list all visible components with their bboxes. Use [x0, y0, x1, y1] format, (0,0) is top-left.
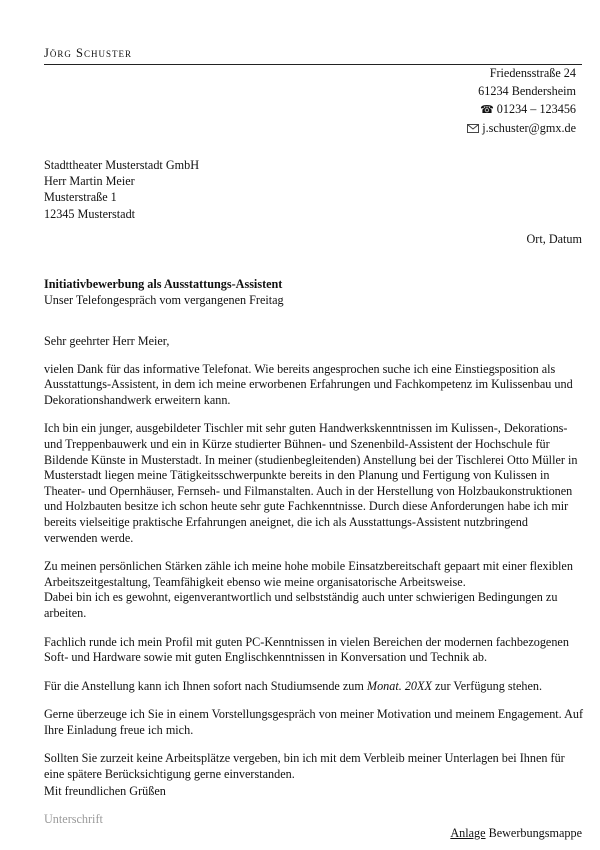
availability-date: Monat. 20XX: [366, 678, 432, 693]
sender-phone: 01234 – 123456: [496, 102, 576, 116]
recipient-address: [44, 157, 199, 222]
letter-body: [44, 334, 584, 796]
recipient-street: Musterstraße 1: [44, 190, 117, 205]
signature-placeholder: Unterschrift: [44, 812, 103, 826]
paragraph-availability: [44, 679, 584, 695]
enclosure: [450, 826, 582, 841]
sender-email-row: [467, 119, 576, 138]
availability-text-1: Für die Anstellung kann ich Ihnen sofort nach Studiumsende zum: [44, 678, 367, 693]
paragraph-records: Sollten Sie zurzeit keine Arbeitsplätze vergeben, bin ich mit dem Verbleib meiner Unterlagen bei Ihnen für eine spätere Berücksichtigung gerne einverstanden.: [44, 751, 565, 782]
sender-street: Friedensstraße 24: [489, 66, 576, 80]
letterhead: [44, 44, 582, 65]
recipient-person: Herr Martin Meier: [44, 174, 135, 189]
paragraph-interview: Gerne überzeuge ich Sie in einem Vorstellungsgespräch von meiner Motivation und meinem Engagement. Auf Ihre Einladung freue ich mich.: [44, 707, 584, 737]
availability-text-2: zur Verfügung stehen.: [431, 678, 543, 693]
sender-address: [467, 64, 576, 138]
strengths-line-1: Zu meinen persönlichen Stärken zähle ich meine hohe mobile Einsatzbereitschaft gepaart mit einer flexiblen Arbeitszeitgestaltung, Teamfähigkeit ebenso wie meine organisatorische Arbeitsweise.: [44, 559, 573, 589]
salutation: Sehr geehrter Herr Meier,: [44, 334, 170, 348]
envelope-icon: [467, 120, 479, 138]
recipient-city: 12345 Musterstadt: [44, 206, 136, 221]
subject-block: [44, 277, 284, 308]
strengths-line-2: Dabei bin ich es gewohnt, eigenverantwortlich und selbstständig auch unter schwierigen Bedingungen zu arbeiten.: [44, 590, 558, 620]
paragraph-skills: Fachlich runde ich mein Profil mit guten PC-Kenntnissen in vielen Bereichen der modernen fachbezogenen Soft- und Hardware sowie mit guten Englischkenntnissen in Konversation und Technik ab.: [44, 634, 569, 665]
paragraph-strengths: [44, 559, 584, 621]
place-date: Ort, Datum: [526, 232, 582, 246]
phone-icon: ☎: [480, 104, 494, 116]
sender-phone-row: [467, 100, 576, 119]
closing: Mit freundlichen Grüßen: [44, 784, 166, 798]
paragraph-intro: vielen Dank für das informative Telefonat. Wie bereits angesprochen suche ich eine Einstiegsposition als Ausstattungs-Assistent, in dem ich meine erworbenen Erfahrungen und Fachkompetenz im Kulissenbau und Dekorationshandwerk erweitern kann.: [44, 361, 573, 407]
enclosure-text: Bewerbungsmappe: [485, 826, 582, 840]
paragraph-qualification: Ich bin ein junger, ausgebildeter Tischler mit sehr guten Handwerkskenntnissen im Kulissen-, Dekorations- und Treppenbauwerk und ein in Kürze studierter Bühnen- und Szenenbild-Assistent der Hochschule für Bildende Künste in Musterstadt. In meiner (studienbegleitenden) Anstellung bei der Tischlerei Otto Müller in Musterstadt liegen meine Tätigkeitsschwerpunkte bereits in den Planung und Fertigung von Kulissen in Theater- und Opernhäuser, Fernseh- und Filmanstalten. Auch in der Herstellung von Holzbaukonstruktionen und Holzbauten besitze ich schon heute sehr gute Fachkenntnisse. Durch diese Anforderungen habe ich mir bereits vielseitige praktische Erfahrungen aneignet, die ich als Ausstattungs-Assistent nutzbringend verwenden werde.: [44, 421, 578, 545]
subject-subtitle: Unser Telefongespräch vom vergangenen Freitag: [44, 292, 284, 307]
subject-title: Initiativbewerbung als Ausstattungs-Assistent: [44, 277, 283, 291]
sender-city: 61234 Bendersheim: [478, 84, 576, 98]
recipient-company: Stadttheater Musterstadt GmbH: [44, 158, 200, 172]
sender-name: Jörg Schuster: [44, 46, 132, 60]
enclosure-label: Anlage: [450, 826, 486, 840]
sender-email: j.schuster@gmx.de: [482, 121, 576, 135]
